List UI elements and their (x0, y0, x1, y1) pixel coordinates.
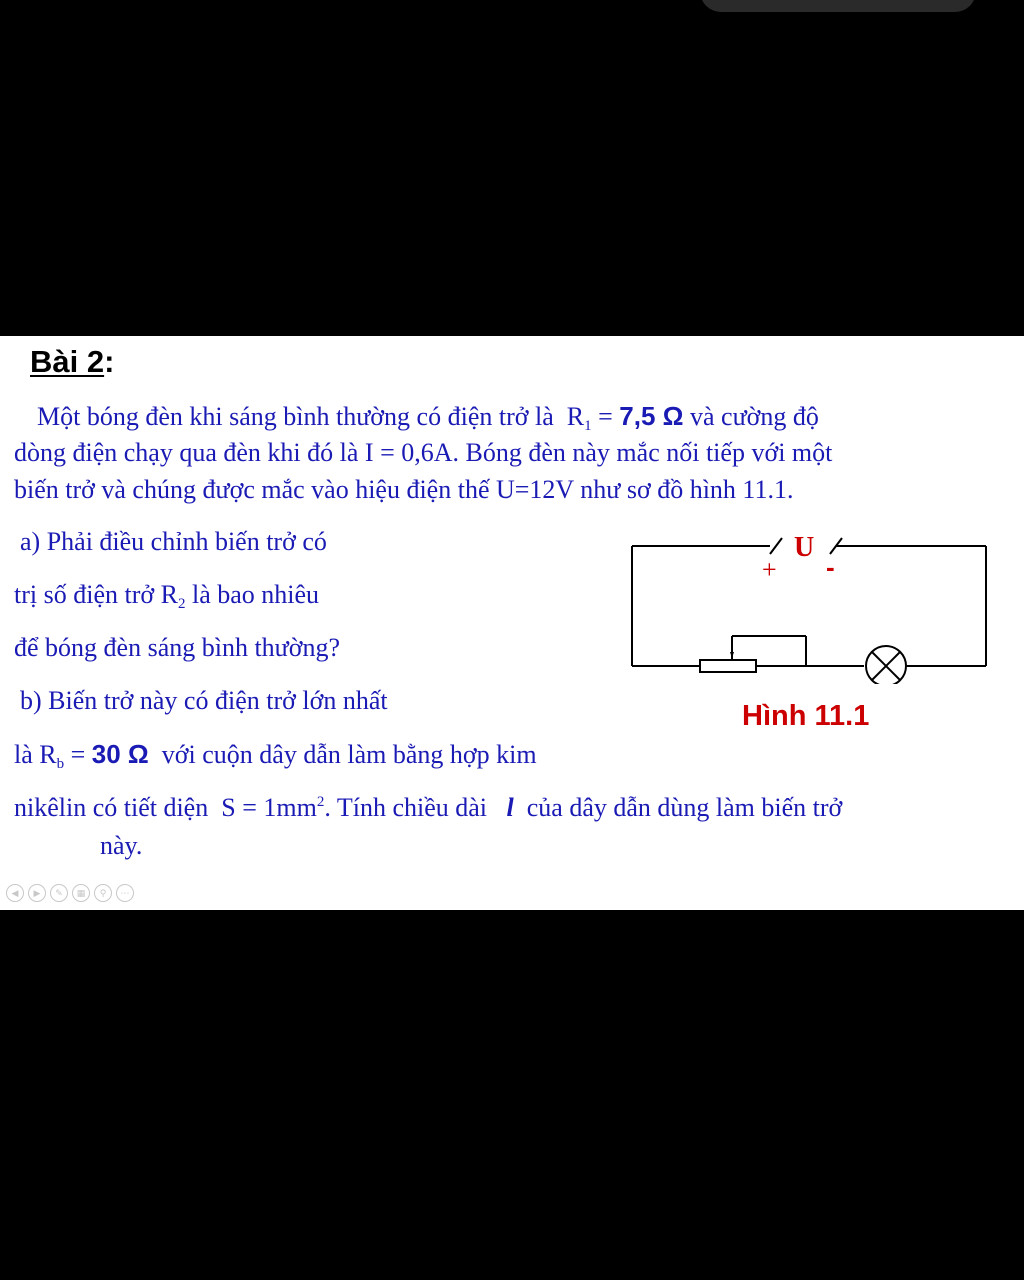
rb-subscript: b (56, 756, 65, 772)
part-b-line-3-text: nikêlin có tiết diện (14, 793, 209, 822)
next-icon[interactable]: ▶ (28, 884, 46, 902)
status-pill (700, 0, 976, 12)
pen-icon[interactable]: ✎ (50, 884, 68, 902)
problem-line-2: dòng điện chạy qua đèn khi đó là I = 0,6A. Bóng đèn này mắc nối tiếp với một (14, 438, 833, 467)
part-b-line-3 (14, 795, 842, 821)
minus-label: - (826, 552, 835, 582)
s-superscript: 2 (316, 794, 325, 810)
part-a-line-2-end: là bao nhiêu (191, 580, 320, 609)
rb-equals: = (70, 740, 86, 769)
problem-line-3: biến trở và chúng được mắc vào hiệu điện thế U=12V như sơ đồ hình 11.1. (14, 475, 794, 504)
slides-icon[interactable]: ▦ (72, 884, 90, 902)
page-title (30, 344, 114, 380)
problem-line-1-text: Một bóng đèn khi sáng bình thường có điện trở là (37, 402, 554, 431)
slide (0, 336, 1024, 910)
part-b-line-3-end: của dây dẫn dùng làm biến trở (526, 793, 843, 822)
problem-line-1-end: và cường độ (689, 402, 819, 431)
figure-caption: Hình 11.1 (742, 700, 870, 732)
slider-arrow (730, 652, 734, 658)
length-symbol: l (506, 793, 514, 822)
rb-value: 30 Ω (91, 739, 149, 769)
terminal-plus-mark (770, 538, 782, 554)
s-equation: S = 1mm (221, 793, 317, 822)
part-a-line-1: a) Phải điều chỉnh biến trở có (20, 527, 327, 556)
problem-line-1 (37, 403, 819, 434)
part-b-line-3-mid: . Tính chiều dài (324, 793, 488, 822)
part-a-line-3: để bóng đèn sáng bình thường? (14, 633, 341, 662)
r1-subscript: 1 (584, 418, 592, 434)
r1-equals: = (598, 402, 613, 431)
more-icon[interactable]: ⋯ (116, 884, 134, 902)
r1-symbol: R (566, 402, 585, 431)
title-colon: : (104, 344, 115, 379)
zoom-icon[interactable]: ⚲ (94, 884, 112, 902)
presentation-toolbar (6, 884, 134, 906)
r1-value: 7,5 Ω (619, 401, 684, 431)
part-a-line-2-text: trị số điện trở R (14, 580, 178, 609)
part-b-line-2 (14, 741, 537, 772)
prev-icon[interactable]: ◀ (6, 884, 24, 902)
part-b-line-1: b) Biến trở này có điện trở lớn nhất (20, 686, 388, 715)
r2-subscript: 2 (177, 596, 186, 612)
part-a-line-2 (14, 582, 319, 612)
rheostat-body (700, 660, 756, 672)
plus-label: + (762, 555, 777, 584)
title-text: Bài 2 (30, 344, 105, 379)
circuit-diagram (620, 524, 1000, 684)
voltage-label: U (794, 532, 815, 563)
part-b-line-2-text: là R (14, 740, 57, 769)
part-b-line-2-end: với cuộn dây dẫn làm bằng hợp kim (161, 740, 537, 769)
part-b-line-4: này. (100, 831, 143, 860)
